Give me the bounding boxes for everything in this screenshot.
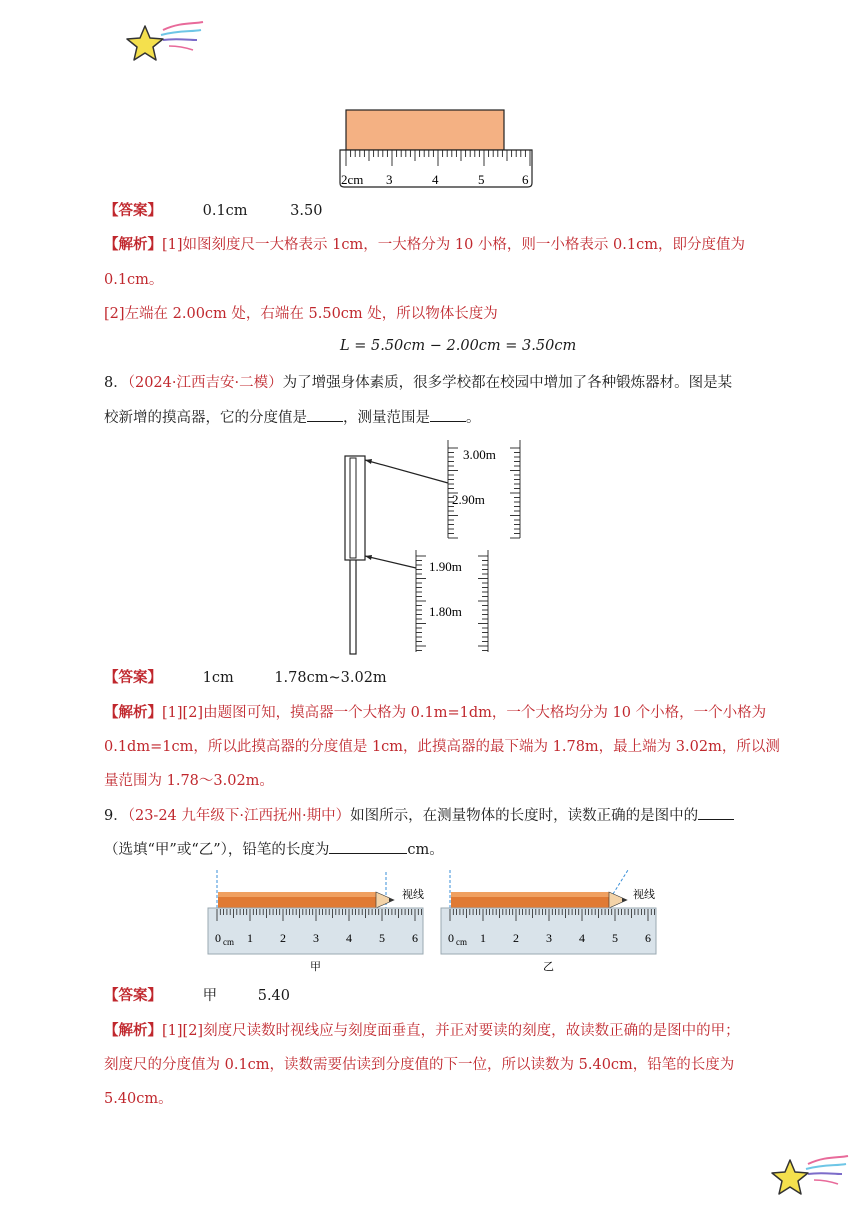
ruler-label-5: 5 [478, 172, 485, 187]
ruler-label-6: 6 [522, 172, 529, 187]
ruler-label: 1 [480, 931, 486, 945]
question-8-line1 [104, 373, 732, 393]
answer-value: 甲 [202, 988, 218, 1004]
question-9-line1 [104, 806, 734, 826]
analysis-tag: 【解析】 [104, 704, 162, 721]
question-text: ，测量范围是 [343, 410, 430, 426]
answer-tag: 【答案】 [104, 669, 162, 686]
ruler-zero: 0 [215, 931, 221, 945]
sight-line-label: 视线 [633, 888, 655, 901]
answer-value: 5.40 [257, 988, 291, 1004]
answer-7 [104, 201, 322, 221]
ruler-label: 3 [313, 931, 319, 945]
ruler-yi [441, 870, 656, 973]
star-decoration-bottom [770, 1152, 850, 1202]
question-number: 9． [104, 808, 128, 824]
answer-tag: 【答案】 [104, 987, 162, 1004]
ruler-unit: cm [456, 937, 467, 947]
question-text: 。 [466, 410, 481, 426]
ruler-figure-1 [330, 105, 540, 190]
answer-blank[interactable] [430, 421, 466, 422]
analysis-9-line1 [104, 1021, 740, 1041]
analysis-8-line2: 0.1dm=1cm，所以此摸高器的分度值是 1cm，此摸高器的最下端为 1.78m，最上端为 3.02m，所以测 [104, 739, 780, 755]
ruler-label: 4 [579, 931, 585, 945]
ruler-zero: 0 [448, 931, 454, 945]
ruler-label: 3 [546, 931, 552, 945]
ruler-label-2cm: 2cm [341, 172, 364, 187]
question-9-line2 [104, 840, 444, 860]
answer-value: 1cm [202, 670, 234, 686]
question-text: （选填“甲”或“乙”），铅笔的长度为 [104, 842, 330, 858]
answer-blank[interactable] [329, 853, 407, 854]
ruler-label: 5 [612, 931, 618, 945]
ruler-label: 6 [645, 931, 651, 945]
ruler-jia [208, 870, 424, 973]
answer-9 [104, 986, 290, 1006]
question-text: 为了增强身体素质，很多学校都在校园中增加了各种锻炼器材。图是某 [282, 375, 733, 391]
analysis-8-line3: 量范围为 1.78～3.02m。 [104, 773, 274, 789]
scale-label-1-90m: 1.90m [429, 559, 462, 574]
answer-8 [104, 668, 387, 688]
question-source: （2024·江西吉安·二模） [127, 375, 283, 391]
answer-value: 3.50 [290, 203, 323, 219]
analysis-7-line2: 0.1cm。 [104, 272, 164, 288]
scale-label-3-00m: 3.00m [463, 447, 496, 462]
star-decoration-top [125, 18, 205, 68]
ruler-unit: cm [223, 937, 234, 947]
question-text: 如图所示，在测量物体的长度时，读数正确的是图中的 [350, 808, 699, 824]
ruler-label: 5 [379, 931, 385, 945]
pencil-ruler-figure [200, 868, 670, 978]
answer-blank[interactable] [307, 421, 343, 422]
ruler-label: 1 [247, 931, 253, 945]
analysis-text: [1]如图刻度尺一大格表示 1cm，一大格分为 10 小格，则一小格表示 0.1cm，即分度值为 [162, 237, 745, 253]
question-source: （23-24 九年级下·江西抚州·期中） [127, 808, 351, 824]
ruler-label-3: 3 [386, 172, 393, 187]
ruler-label: 2 [513, 931, 519, 945]
analysis-text: [1][2]刻度尺读数时视线应与刻度面垂直，并正对要读的刻度，故读数正确的是图中的甲； [162, 1023, 740, 1039]
answer-value: 0.1cm [202, 203, 248, 219]
ruler-label: 6 [412, 931, 418, 945]
figure-caption-jia: 甲 [310, 960, 321, 973]
answer-blank[interactable] [698, 819, 734, 820]
height-meter-figure [340, 438, 540, 658]
ruler-label: 2 [280, 931, 286, 945]
question-text: 校新增的摸高器，它的分度值是 [104, 410, 307, 426]
question-number: 8． [104, 375, 128, 391]
scale-label-1-80m: 1.80m [429, 604, 462, 619]
sight-line-label: 视线 [402, 888, 424, 901]
analysis-text: [1][2]由题图可知，摸高器一个大格为 0.1m=1dm，一个大格均分为 10 个小格，一个小格为 [162, 705, 767, 721]
ruler-label-4: 4 [432, 172, 439, 187]
answer-value: 1.78cm~3.02m [274, 670, 387, 686]
analysis-tag: 【解析】 [104, 236, 162, 253]
answer-tag: 【答案】 [104, 202, 162, 219]
question-8-line2 [104, 408, 481, 428]
analysis-8-line1 [104, 703, 766, 723]
figure-caption-yi: 乙 [543, 960, 554, 973]
analysis-tag: 【解析】 [104, 1022, 162, 1039]
analysis-7-line3: [2]左端在 2.00cm 处，右端在 5.50cm 处，所以物体长度为 [104, 306, 498, 322]
analysis-7-formula: L = 5.50cm − 2.00cm = 3.50cm [340, 338, 577, 354]
question-text: cm。 [407, 842, 444, 858]
analysis-7-line1 [104, 235, 745, 255]
analysis-9-line2: 刻度尺的分度值为 0.1cm，读数需要估读到分度值的下一位，所以读数为 5.40cm，铅笔的长度为 [104, 1057, 735, 1073]
analysis-9-line3: 5.40cm。 [104, 1091, 173, 1107]
ruler-label: 4 [346, 931, 352, 945]
scale-label-2-90m: 2.90m [452, 492, 485, 507]
